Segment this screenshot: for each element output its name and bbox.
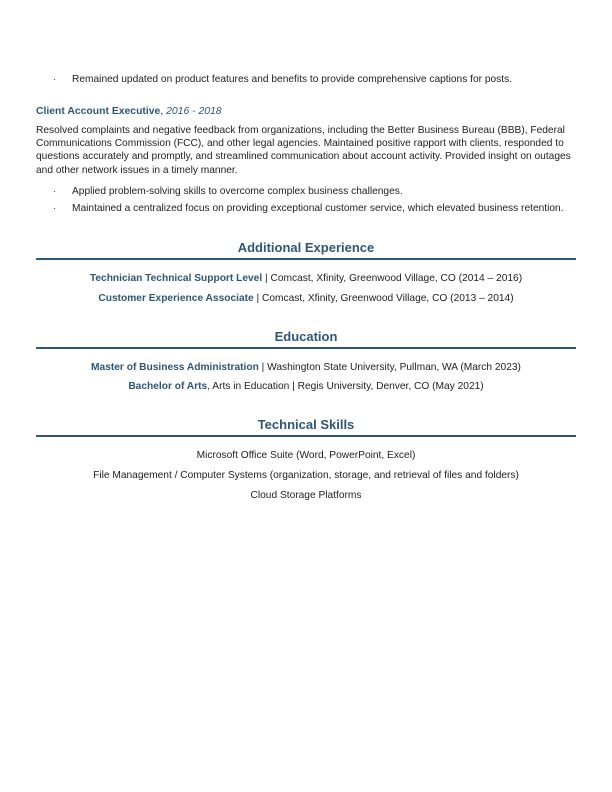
section-divider xyxy=(36,258,576,260)
job-bullets xyxy=(36,185,576,219)
experience-title: Customer Experience Associate xyxy=(98,293,254,304)
job-title-separator: , xyxy=(160,106,164,117)
degree-title: Master of Business Administration xyxy=(91,362,259,373)
previous-job-bullets xyxy=(36,73,576,90)
degree-detail: , Arts in Education | Regis University, Denver, CO (May 2021) xyxy=(207,381,484,392)
section-divider xyxy=(36,435,576,437)
job-dates: 2016 - 2018 xyxy=(166,106,222,117)
education-heading: Education xyxy=(274,329,338,344)
degree-detail: | Washington State University, Pullman, WA (March 2023) xyxy=(258,362,521,373)
job-role: Client Account Executive xyxy=(36,106,161,117)
bullet-marker: · xyxy=(53,203,56,213)
education-entry xyxy=(36,380,576,393)
list-item xyxy=(36,73,576,86)
job-title-line xyxy=(36,105,222,118)
additional-experience-heading: Additional Experience xyxy=(237,240,375,255)
bullet-text: Maintained a centralized focus on providing exceptional customer service, which elevated business retention. xyxy=(72,203,564,214)
bullet-marker: · xyxy=(53,186,56,196)
experience-title: Technician Technical Support Level xyxy=(89,273,263,284)
list-item xyxy=(36,185,576,198)
experience-detail: | Comcast, Xfinity, Greenwood Village, CO (2013 – 2014) xyxy=(253,293,514,304)
experience-entry xyxy=(36,292,576,305)
experience-detail: | Comcast, Xfinity, Greenwood Village, CO (2014 – 2016) xyxy=(262,273,523,284)
bullet-text: Remained updated on product features and benefits to provide comprehensive captions for posts. xyxy=(72,74,513,85)
section-divider xyxy=(36,347,576,349)
bullet-text: Applied problem-solving skills to overcome complex business challenges. xyxy=(72,186,403,197)
skill-item: Microsoft Office Suite (Word, PowerPoint, Excel) xyxy=(196,450,416,461)
skill-item: Cloud Storage Platforms xyxy=(250,490,362,501)
skill-item: File Management / Computer Systems (organization, storage, and retrieval of files and folders) xyxy=(93,470,519,481)
job-description: Resolved complaints and negative feedback from organizations, including the Better Business Bureau (BBB), Federal Communications Commission (FCC), and other legal agencies. Maintained positive rapport with clients, responded to questions accurately and promptly, and streamlined communication about account activity. Provided insight on outages and other network issues in a timely manner. xyxy=(36,125,571,176)
degree-title: Bachelor of Arts xyxy=(128,381,208,392)
bullet-marker: · xyxy=(53,74,56,84)
technical-skills-heading: Technical Skills xyxy=(257,417,355,432)
education-entry xyxy=(36,361,576,374)
list-item xyxy=(36,202,576,215)
experience-entry xyxy=(36,272,576,285)
